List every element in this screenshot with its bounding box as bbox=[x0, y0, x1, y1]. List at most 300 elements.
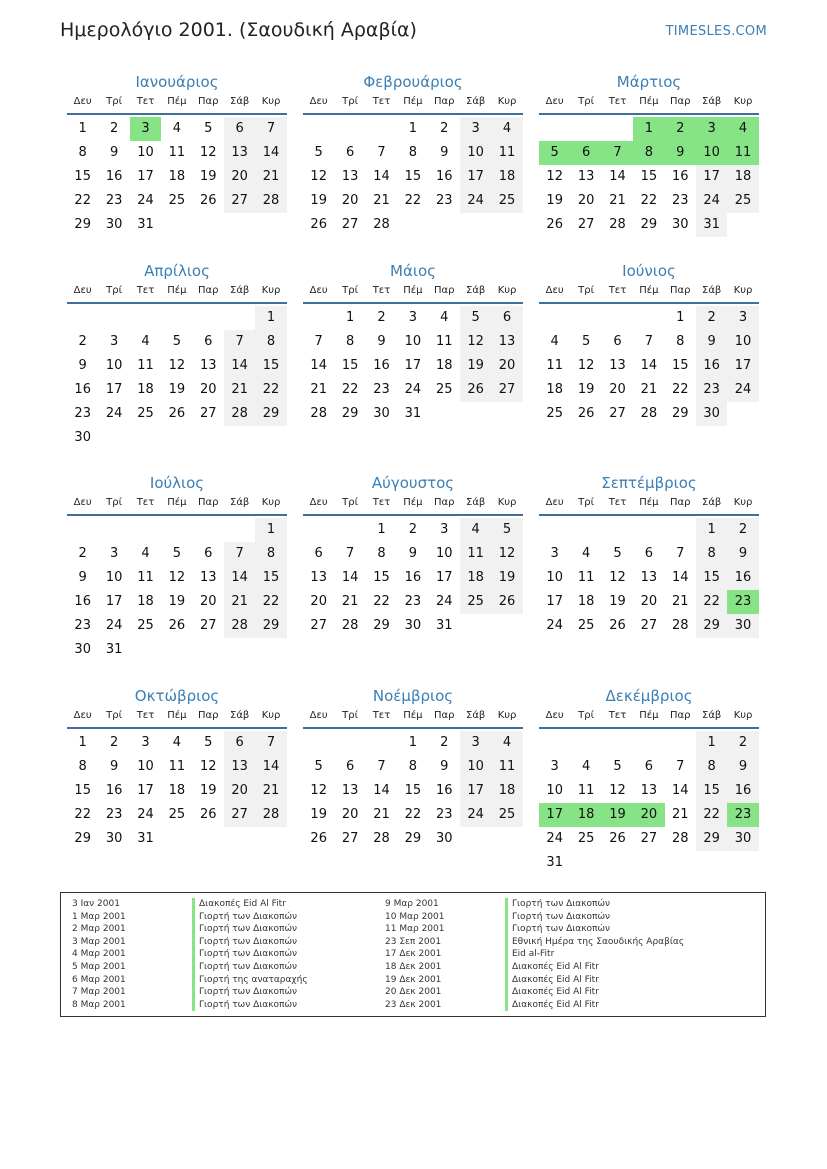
weekday-label: Τετ bbox=[608, 96, 627, 107]
day-cell: 24 bbox=[137, 807, 154, 822]
legend-date: 5 Μαρ 2001 bbox=[72, 962, 126, 972]
day-cell: 19 bbox=[577, 382, 595, 397]
day-cell: 4 bbox=[172, 121, 181, 136]
day-cell: 7 bbox=[644, 334, 653, 349]
day-cell: 8 bbox=[345, 334, 355, 349]
day-cell: 10 bbox=[137, 145, 154, 160]
day-cell: 7 bbox=[676, 546, 685, 561]
empty-cell bbox=[602, 306, 633, 330]
weekday-header bbox=[67, 708, 287, 729]
day-cell: 30 bbox=[74, 430, 91, 445]
weekday-label: Πέμ bbox=[403, 285, 423, 296]
day-cell: 25 bbox=[137, 618, 154, 633]
day-cell: 30 bbox=[74, 642, 91, 657]
day-cell: 15 bbox=[255, 354, 286, 378]
weekday-label: Δευ bbox=[73, 710, 92, 721]
day-cell: 7 bbox=[224, 330, 255, 354]
day-cell: 7 bbox=[676, 759, 685, 774]
day-cell: 11 bbox=[491, 141, 522, 165]
weekday-header bbox=[303, 495, 523, 516]
day-cell: 26 bbox=[609, 618, 626, 633]
weekday-label: Κυρ bbox=[733, 96, 753, 107]
empty-cell bbox=[98, 518, 129, 542]
month-name: Μάιος bbox=[390, 262, 436, 280]
day-cell: 21 bbox=[671, 594, 689, 609]
weekday-label: Δευ bbox=[73, 285, 92, 296]
day-cell: 8 bbox=[676, 334, 685, 349]
day-cell: 31 bbox=[137, 831, 154, 846]
day-cell: 19 bbox=[460, 354, 491, 378]
day-cell: 8 bbox=[255, 330, 286, 354]
day-cell: 7 bbox=[314, 334, 323, 349]
empty-cell bbox=[193, 518, 224, 542]
empty-cell bbox=[665, 731, 696, 755]
weekday-label: Παρ bbox=[670, 497, 691, 508]
day-cell: 13 bbox=[341, 169, 359, 184]
day-cell: 27 bbox=[224, 189, 255, 213]
empty-cell bbox=[539, 306, 570, 330]
day-cell: 24 bbox=[435, 594, 453, 609]
holiday-day-cell: 1 bbox=[633, 117, 664, 141]
weekday-label: Τετ bbox=[136, 497, 155, 508]
day-cell: 21 bbox=[341, 594, 359, 609]
weekday-label: Σάβ bbox=[702, 96, 722, 107]
weekday-label: Δευ bbox=[309, 710, 328, 721]
day-cell: 14 bbox=[671, 570, 689, 585]
day-cell: 2 bbox=[440, 121, 449, 136]
weekday-label: Τετ bbox=[372, 96, 391, 107]
weekday-header bbox=[539, 283, 759, 304]
day-cell: 25 bbox=[577, 618, 595, 633]
day-cell: 31 bbox=[696, 213, 727, 237]
legend-date: 11 Μαρ 2001 bbox=[385, 924, 445, 935]
empty-cell bbox=[633, 731, 664, 755]
day-cell: 27 bbox=[199, 618, 217, 633]
month-block bbox=[303, 471, 523, 638]
empty-cell bbox=[665, 518, 696, 542]
day-cell: 9 bbox=[440, 145, 449, 160]
day-cell: 16 bbox=[74, 382, 91, 397]
day-cell: 13 bbox=[341, 783, 359, 798]
day-cell: 12 bbox=[199, 145, 217, 160]
weekday-label: Τρί bbox=[106, 497, 122, 508]
day-cell: 27 bbox=[640, 831, 658, 846]
day-cell: 8 bbox=[408, 759, 417, 774]
day-cell: 10 bbox=[727, 330, 758, 354]
month-block bbox=[539, 70, 759, 237]
day-cell: 12 bbox=[168, 570, 186, 585]
day-cell: 26 bbox=[491, 590, 522, 614]
day-cell: 22 bbox=[255, 378, 286, 402]
weekday-label: Τετ bbox=[608, 285, 627, 296]
day-cell: 23 bbox=[671, 193, 689, 208]
month-name: Φεβρουάριος bbox=[363, 73, 463, 91]
day-cell: 11 bbox=[137, 570, 154, 585]
day-cell: 8 bbox=[255, 542, 286, 566]
day-cell: 3 bbox=[408, 310, 417, 325]
day-cell: 5 bbox=[613, 759, 622, 774]
weekday-header bbox=[303, 708, 523, 729]
day-cell: 27 bbox=[341, 217, 359, 232]
day-cell: 9 bbox=[109, 145, 119, 160]
day-cell: 28 bbox=[224, 402, 255, 426]
empty-cell bbox=[161, 306, 192, 330]
day-cell: 4 bbox=[460, 518, 491, 542]
empty-cell bbox=[161, 518, 192, 542]
day-cell: 7 bbox=[224, 542, 255, 566]
day-cell: 7 bbox=[255, 117, 286, 141]
holiday-day-cell: 17 bbox=[539, 803, 570, 827]
day-cell: 14 bbox=[255, 755, 286, 779]
day-grid bbox=[67, 117, 287, 237]
weekday-label: Τρί bbox=[578, 710, 594, 721]
empty-cell bbox=[366, 117, 397, 141]
day-cell: 10 bbox=[137, 759, 154, 774]
day-grid bbox=[539, 731, 759, 875]
weekday-label: Πέμ bbox=[403, 710, 423, 721]
day-cell: 14 bbox=[310, 358, 327, 373]
day-cell: 30 bbox=[696, 402, 727, 426]
day-cell: 8 bbox=[377, 546, 386, 561]
day-cell: 5 bbox=[460, 306, 491, 330]
day-cell: 13 bbox=[199, 358, 217, 373]
day-cell: 31 bbox=[137, 217, 154, 232]
day-cell: 1 bbox=[676, 310, 685, 325]
day-cell: 2 bbox=[78, 546, 87, 561]
day-grid bbox=[539, 306, 759, 426]
weekday-label: Τρί bbox=[342, 497, 358, 508]
day-cell: 11 bbox=[168, 145, 186, 160]
day-cell: 5 bbox=[491, 518, 522, 542]
empty-cell bbox=[570, 117, 601, 141]
day-cell: 24 bbox=[546, 831, 563, 846]
day-cell: 20 bbox=[609, 382, 626, 397]
day-cell: 27 bbox=[640, 618, 658, 633]
day-cell: 17 bbox=[137, 783, 154, 798]
day-cell: 1 bbox=[255, 518, 286, 542]
legend-holiday-name: Διακοπές Eid Al Fitr bbox=[505, 961, 599, 974]
day-cell: 10 bbox=[546, 570, 563, 585]
empty-cell bbox=[224, 306, 255, 330]
day-cell: 5 bbox=[172, 546, 181, 561]
day-cell: 1 bbox=[78, 121, 87, 136]
day-cell: 20 bbox=[491, 354, 522, 378]
legend-date: 17 Δεκ 2001 bbox=[385, 949, 442, 960]
page-title: Ημερολόγιο 2001. (Σαουδική Αραβία) bbox=[60, 19, 417, 41]
day-cell: 2 bbox=[109, 735, 119, 750]
day-cell: 10 bbox=[460, 141, 491, 165]
day-cell: 14 bbox=[373, 783, 390, 798]
day-cell: 3 bbox=[109, 334, 119, 349]
day-cell: 28 bbox=[373, 831, 390, 846]
day-cell: 16 bbox=[727, 779, 758, 803]
day-cell: 29 bbox=[74, 217, 91, 232]
legend-date: 23 Δεκ 2001 bbox=[385, 999, 442, 1010]
empty-cell bbox=[67, 518, 98, 542]
day-cell: 12 bbox=[609, 570, 626, 585]
legend-date: 20 Δεκ 2001 bbox=[385, 987, 442, 998]
weekday-label: Τρί bbox=[342, 285, 358, 296]
day-cell: 25 bbox=[577, 831, 595, 846]
day-cell: 24 bbox=[696, 189, 727, 213]
day-cell: 28 bbox=[373, 217, 390, 232]
legend-holiday-name: Διακοπές Eid Al Fitr bbox=[505, 974, 599, 987]
weekday-label: Τρί bbox=[578, 497, 594, 508]
day-cell: 3 bbox=[550, 759, 559, 774]
holiday-day-cell: 3 bbox=[696, 117, 727, 141]
empty-cell bbox=[633, 306, 664, 330]
day-cell: 29 bbox=[255, 402, 286, 426]
day-cell: 9 bbox=[78, 570, 87, 585]
day-cell: 7 bbox=[255, 731, 286, 755]
day-cell: 11 bbox=[435, 334, 453, 349]
weekday-label: Τετ bbox=[136, 285, 155, 296]
month-name: Δεκέμβριος bbox=[605, 687, 693, 705]
day-cell: 6 bbox=[644, 546, 653, 561]
day-grid bbox=[67, 306, 287, 450]
weekday-label: Σάβ bbox=[466, 497, 486, 508]
day-cell: 16 bbox=[727, 566, 758, 590]
day-cell: 14 bbox=[609, 169, 626, 184]
day-cell: 15 bbox=[74, 783, 91, 798]
legend-holiday-name: Γιορτή της αναταραχής bbox=[192, 974, 308, 987]
day-cell: 30 bbox=[435, 831, 453, 846]
day-cell: 11 bbox=[137, 358, 154, 373]
day-cell: 13 bbox=[640, 783, 658, 798]
day-cell: 28 bbox=[341, 618, 359, 633]
day-cell: 24 bbox=[105, 618, 123, 633]
legend-holiday-name: Γιορτή των Διακοπών bbox=[505, 898, 610, 911]
day-cell: 12 bbox=[546, 169, 563, 184]
weekday-label: Παρ bbox=[434, 710, 455, 721]
holiday-day-cell: 19 bbox=[602, 803, 633, 827]
day-grid bbox=[303, 306, 523, 426]
empty-cell bbox=[539, 518, 570, 542]
day-cell: 21 bbox=[255, 165, 286, 189]
day-cell: 30 bbox=[727, 614, 758, 638]
day-cell: 14 bbox=[373, 169, 390, 184]
day-cell: 5 bbox=[581, 334, 591, 349]
weekday-label: Δευ bbox=[309, 96, 328, 107]
day-cell: 20 bbox=[341, 193, 359, 208]
legend-holiday-name: Διακοπές Eid Al Fitr bbox=[505, 986, 599, 999]
day-cell: 18 bbox=[546, 382, 563, 397]
day-cell: 17 bbox=[460, 779, 491, 803]
weekday-label: Παρ bbox=[434, 285, 455, 296]
day-cell: 7 bbox=[377, 145, 386, 160]
day-cell: 28 bbox=[255, 189, 286, 213]
day-cell: 16 bbox=[671, 169, 689, 184]
day-cell: 21 bbox=[373, 807, 390, 822]
holiday-day-cell: 9 bbox=[665, 141, 696, 165]
legend-holiday-name: Γιορτή των Διακοπών bbox=[505, 911, 610, 924]
weekday-label: Παρ bbox=[670, 285, 691, 296]
day-cell: 2 bbox=[377, 310, 386, 325]
day-cell: 24 bbox=[137, 193, 154, 208]
day-cell: 18 bbox=[491, 165, 522, 189]
day-cell: 11 bbox=[577, 570, 595, 585]
weekday-label: Κυρ bbox=[733, 497, 753, 508]
weekday-label: Τρί bbox=[106, 285, 122, 296]
weekday-label: Τρί bbox=[342, 96, 358, 107]
day-cell: 1 bbox=[696, 731, 727, 755]
day-cell: 5 bbox=[314, 145, 323, 160]
day-cell: 3 bbox=[460, 731, 491, 755]
day-cell: 28 bbox=[255, 803, 286, 827]
weekday-header bbox=[539, 708, 759, 729]
empty-cell bbox=[303, 306, 334, 330]
day-cell: 25 bbox=[435, 382, 453, 397]
day-cell: 12 bbox=[577, 358, 595, 373]
holiday-day-cell: 5 bbox=[539, 141, 570, 165]
day-cell: 10 bbox=[460, 755, 491, 779]
day-cell: 17 bbox=[137, 169, 154, 184]
weekday-header bbox=[303, 94, 523, 115]
day-cell: 22 bbox=[74, 807, 91, 822]
weekday-label: Δευ bbox=[73, 497, 92, 508]
day-cell: 5 bbox=[613, 546, 622, 561]
day-cell: 26 bbox=[199, 807, 217, 822]
day-cell: 28 bbox=[224, 614, 255, 638]
day-cell: 5 bbox=[314, 759, 323, 774]
day-cell: 10 bbox=[105, 570, 123, 585]
day-cell: 30 bbox=[727, 827, 758, 851]
day-cell: 29 bbox=[341, 406, 359, 421]
day-cell: 15 bbox=[404, 783, 422, 798]
day-cell: 31 bbox=[435, 618, 453, 633]
empty-cell bbox=[224, 518, 255, 542]
day-cell: 26 bbox=[310, 217, 327, 232]
day-cell: 21 bbox=[224, 590, 255, 614]
day-cell: 2 bbox=[727, 731, 758, 755]
day-cell: 2 bbox=[78, 334, 87, 349]
legend-holiday-name: Γιορτή των Διακοπών bbox=[192, 986, 297, 999]
day-cell: 10 bbox=[404, 334, 422, 349]
holiday-legend bbox=[60, 892, 766, 1017]
day-cell: 27 bbox=[224, 803, 255, 827]
weekday-label: Τετ bbox=[608, 497, 627, 508]
day-cell: 24 bbox=[460, 803, 491, 827]
weekday-label: Τρί bbox=[342, 710, 358, 721]
holiday-day-cell: 23 bbox=[727, 590, 758, 614]
day-cell: 20 bbox=[310, 594, 327, 609]
day-cell: 16 bbox=[404, 570, 422, 585]
day-cell: 21 bbox=[255, 779, 286, 803]
day-cell: 29 bbox=[373, 618, 390, 633]
weekday-label: Σάβ bbox=[230, 497, 250, 508]
day-cell: 18 bbox=[137, 594, 154, 609]
day-cell: 25 bbox=[460, 590, 491, 614]
empty-cell bbox=[98, 306, 129, 330]
empty-cell bbox=[130, 518, 161, 542]
empty-cell bbox=[366, 731, 397, 755]
day-cell: 31 bbox=[404, 406, 422, 421]
day-cell: 2 bbox=[440, 735, 449, 750]
day-cell: 12 bbox=[310, 783, 327, 798]
day-cell: 18 bbox=[491, 779, 522, 803]
legend-date: 18 Δεκ 2001 bbox=[385, 962, 442, 972]
month-name: Νοέμβριος bbox=[372, 687, 454, 705]
day-cell: 30 bbox=[373, 406, 390, 421]
day-cell: 17 bbox=[546, 594, 563, 609]
day-cell: 19 bbox=[168, 594, 186, 609]
day-cell: 12 bbox=[609, 783, 626, 798]
brand-link[interactable]: TIMESLES.COM bbox=[665, 24, 767, 39]
day-grid bbox=[539, 518, 759, 638]
legend-holiday-name: Εθνική Ημέρα της Σαουδικής Αραβίας bbox=[505, 936, 684, 949]
legend-date: 8 Μαρ 2001 bbox=[72, 999, 126, 1010]
month-block bbox=[303, 70, 523, 237]
day-cell: 21 bbox=[373, 193, 390, 208]
day-cell: 17 bbox=[696, 165, 727, 189]
weekday-label: Κυρ bbox=[497, 497, 517, 508]
day-cell: 20 bbox=[224, 165, 255, 189]
day-cell: 15 bbox=[373, 570, 390, 585]
empty-cell bbox=[633, 518, 664, 542]
day-cell: 6 bbox=[224, 731, 255, 755]
day-cell: 12 bbox=[199, 759, 217, 774]
day-cell: 15 bbox=[696, 566, 727, 590]
month-block bbox=[67, 471, 287, 662]
day-cell: 23 bbox=[74, 618, 91, 633]
weekday-header bbox=[539, 94, 759, 115]
day-cell: 12 bbox=[460, 330, 491, 354]
day-cell: 26 bbox=[168, 406, 186, 421]
month-name: Ιανουάριος bbox=[135, 73, 219, 91]
day-cell: 4 bbox=[172, 735, 181, 750]
empty-cell bbox=[334, 117, 365, 141]
day-cell: 11 bbox=[577, 783, 595, 798]
day-cell: 27 bbox=[310, 618, 327, 633]
day-cell: 19 bbox=[199, 169, 217, 184]
day-cell: 6 bbox=[204, 334, 213, 349]
day-cell: 16 bbox=[435, 783, 453, 798]
month-block bbox=[539, 471, 759, 638]
weekday-label: Πέμ bbox=[403, 497, 423, 508]
day-cell: 14 bbox=[224, 566, 255, 590]
day-cell: 15 bbox=[696, 779, 727, 803]
weekday-label: Πέμ bbox=[167, 96, 187, 107]
weekday-label: Κυρ bbox=[497, 96, 517, 107]
holiday-day-cell: 4 bbox=[727, 117, 758, 141]
holiday-day-cell: 2 bbox=[665, 117, 696, 141]
empty-cell bbox=[130, 306, 161, 330]
weekday-label: Κυρ bbox=[261, 285, 281, 296]
weekday-label: Δευ bbox=[545, 285, 564, 296]
day-cell: 4 bbox=[440, 310, 449, 325]
day-cell: 26 bbox=[460, 378, 491, 402]
day-cell: 20 bbox=[577, 193, 595, 208]
day-cell: 25 bbox=[168, 193, 186, 208]
day-cell: 6 bbox=[644, 759, 653, 774]
day-grid bbox=[303, 518, 523, 638]
day-cell: 21 bbox=[671, 807, 689, 822]
day-cell: 14 bbox=[671, 783, 689, 798]
day-cell: 19 bbox=[199, 783, 217, 798]
day-cell: 13 bbox=[609, 358, 626, 373]
day-cell: 28 bbox=[671, 618, 689, 633]
day-grid bbox=[539, 117, 759, 237]
legend-date: 7 Μαρ 2001 bbox=[72, 987, 126, 998]
day-cell: 21 bbox=[224, 378, 255, 402]
day-cell: 17 bbox=[460, 165, 491, 189]
day-cell: 1 bbox=[345, 310, 355, 325]
day-cell: 14 bbox=[341, 570, 359, 585]
day-cell: 16 bbox=[74, 594, 91, 609]
legend-date: 4 Μαρ 2001 bbox=[72, 949, 126, 960]
weekday-label: Πέμ bbox=[639, 497, 659, 508]
day-grid bbox=[67, 518, 287, 662]
